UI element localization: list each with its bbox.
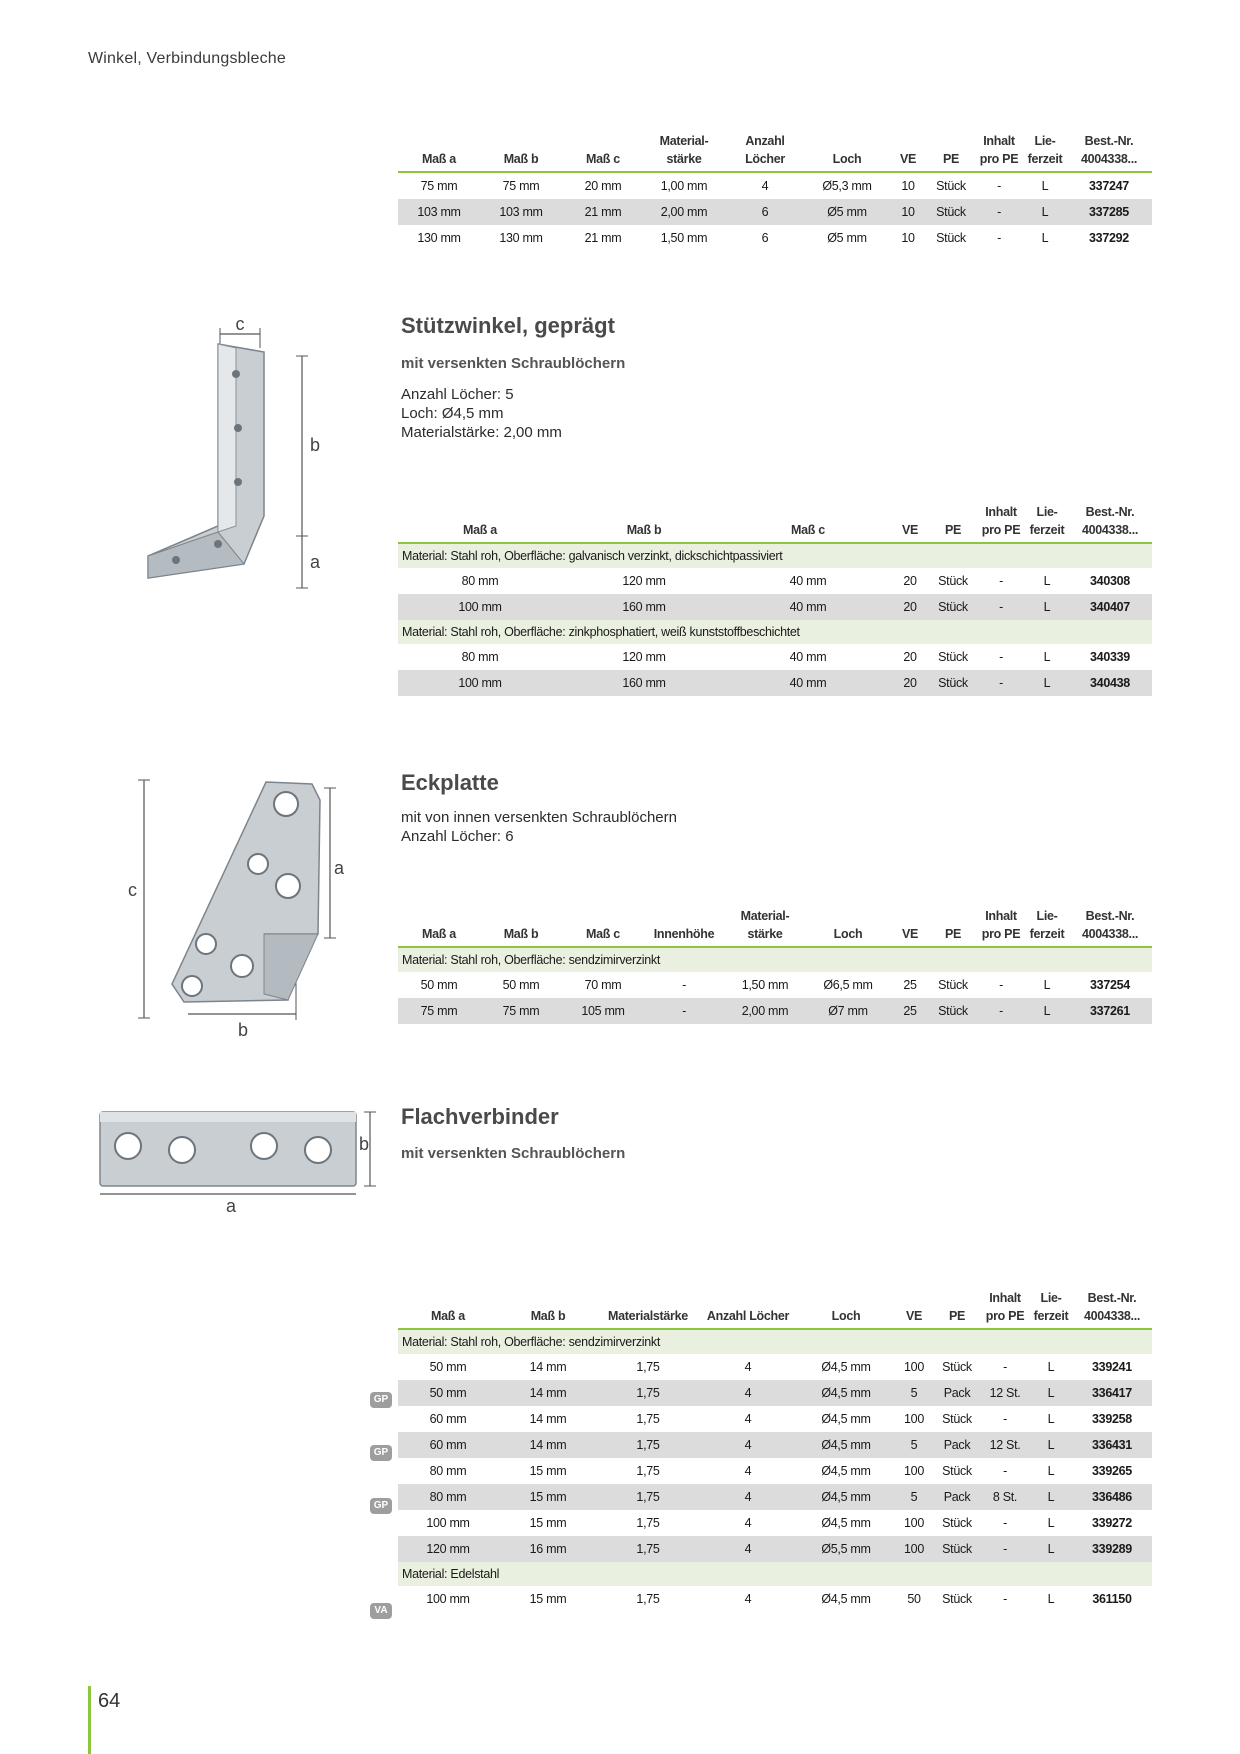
table-cell: 2,00 mm [644, 199, 724, 225]
table-cell: 12 St. [980, 1432, 1030, 1458]
table-row [398, 199, 1152, 225]
material-row [398, 620, 1152, 644]
article-number: 336417 [1072, 1380, 1152, 1406]
flachverbinder-title: Flachverbinder [401, 1104, 559, 1129]
table-cell: 80 mm [461, 574, 499, 588]
table-cell: 4 [698, 1484, 798, 1510]
table-cell: L [1030, 1536, 1072, 1562]
column-header: Best.-Nr. 4004338... [1068, 503, 1152, 543]
spec-line: mit von innen versenkten Schraublöchern [401, 809, 677, 826]
dim-label-a: a [226, 1196, 237, 1216]
material-label: Material: Stahl roh, Oberfläche: zinkphosphatiert, weiß kunststoffbeschichtet [398, 620, 1152, 644]
article-number: 337292 [1089, 231, 1129, 245]
table-cell: 4 [744, 1412, 752, 1426]
material-row [398, 1562, 1152, 1586]
table-cell: 75 mm [480, 998, 562, 1024]
table-cell: L [1047, 1592, 1055, 1606]
column-header: Maß c [726, 503, 890, 543]
table-cell: 20 [890, 594, 930, 620]
column-header: Best.-Nr. 4004338... [1072, 1289, 1152, 1329]
eckplatte-title: Eckplatte [401, 770, 499, 795]
table-cell: - [976, 670, 1026, 696]
table-cell: 14 mm [529, 1412, 567, 1426]
material-row [398, 543, 1152, 568]
table-cell: 100 [904, 1412, 924, 1426]
table-cell: - [682, 978, 686, 992]
table-cell: 100 [904, 1464, 924, 1478]
table-cell: 120 mm [622, 574, 666, 588]
spec-line: Loch: Ø4,5 mm [401, 405, 504, 422]
table-cell: - [980, 1536, 1030, 1562]
table-cell: 105 mm [562, 998, 644, 1024]
column-header: Inhalt pro PE [976, 907, 1026, 947]
table-cell: 40 mm [726, 594, 890, 620]
table-row [398, 1380, 1152, 1406]
table-cell: - [1003, 1516, 1007, 1530]
table-cell: 100 mm [426, 1516, 470, 1530]
dim-label-c: c [128, 880, 137, 900]
table-cell: - [999, 574, 1003, 588]
eckplatte-specs [401, 808, 677, 846]
table-cell: Pack [934, 1380, 980, 1406]
table-cell: 10 [888, 199, 928, 225]
table-cell: 50 mm [420, 978, 458, 992]
column-header: Inhalt pro PE [974, 132, 1024, 172]
table-cell: Stück [930, 594, 976, 620]
table-cell: Ø5 mm [806, 199, 888, 225]
column-header: Innenhöhe [644, 907, 724, 947]
table-cell: 5 [894, 1432, 934, 1458]
table-cell: L [1026, 998, 1068, 1024]
table-cell: 1,50 mm [660, 231, 708, 245]
table-cell: - [999, 650, 1003, 664]
table-row [398, 1458, 1152, 1484]
table-cell: - [1003, 1412, 1007, 1426]
material-row [398, 1329, 1152, 1354]
table-cell: 5 [894, 1484, 934, 1510]
column-header: Inhalt pro PE [980, 1289, 1030, 1329]
table-cell: 8 St. [980, 1484, 1030, 1510]
table-cell: 6 [724, 199, 806, 225]
table-cell: Stück [942, 1464, 972, 1478]
table-cell: L [1026, 594, 1068, 620]
table-row [398, 568, 1152, 594]
table-cell: Stück [930, 998, 976, 1024]
stuetzwinkel-illustration [88, 316, 378, 594]
table-cell: 4 [744, 1360, 752, 1374]
table-cell: 4 [698, 1536, 798, 1562]
table-cell: 75 mm [502, 179, 540, 193]
column-header: Anzahl Löcher [724, 132, 806, 172]
table-cell: 15 mm [498, 1484, 598, 1510]
table-cell: 130 mm [417, 231, 461, 245]
table-cell: Stück [938, 978, 968, 992]
table-row [398, 1510, 1152, 1536]
table-cell: Ø4,5 mm [798, 1484, 894, 1510]
table-cell: L [1043, 574, 1051, 588]
gp-badge: GP [370, 1392, 392, 1408]
table-cell: - [1003, 1592, 1007, 1606]
running-head: Winkel, Verbindungsbleche [88, 50, 287, 67]
column-header: PE [934, 1289, 980, 1329]
table-cell: - [976, 998, 1026, 1024]
table-cell: Stück [942, 1412, 972, 1426]
article-number: 337247 [1089, 179, 1129, 193]
table-cell: 5 [894, 1380, 934, 1406]
table-cell: 1,75 [598, 1380, 698, 1406]
table-row [398, 225, 1152, 251]
table-cell: 20 [903, 574, 917, 588]
column-header: Maß b [498, 1289, 598, 1329]
article-number: 340438 [1068, 670, 1152, 696]
table-row [398, 1484, 1152, 1510]
table-cell: 1,75 [636, 1516, 660, 1530]
table-cell: Ø5,5 mm [798, 1536, 894, 1562]
table-cell: - [1003, 1360, 1007, 1374]
table-cell: Ø7 mm [806, 998, 890, 1024]
table-winkel [398, 132, 1152, 251]
table-cell: L [1041, 231, 1049, 245]
table-cell: 4 [698, 1432, 798, 1458]
table-cell: 1,00 mm [660, 179, 708, 193]
table-cell: 80 mm [429, 1464, 467, 1478]
column-header: Lie- ferzeit [1026, 503, 1068, 543]
table-cell: 14 mm [498, 1432, 598, 1458]
table-cell: L [1043, 978, 1051, 992]
table-cell: Stück [938, 650, 968, 664]
table-row [398, 670, 1152, 696]
table-cell: - [974, 199, 1024, 225]
table-cell: - [644, 998, 724, 1024]
article-number: 340339 [1090, 650, 1130, 664]
table-cell: 100 [894, 1536, 934, 1562]
article-number: 339272 [1092, 1516, 1132, 1530]
column-header: VE [890, 907, 930, 947]
table-cell: 1,75 [636, 1464, 660, 1478]
table-cell: - [1003, 1464, 1007, 1478]
column-header: Maß b [480, 132, 562, 172]
table-cell: 100 mm [398, 594, 562, 620]
table-cell: L [1047, 1412, 1055, 1426]
table-cell: Ø4,5 mm [798, 1432, 894, 1458]
table-cell: 20 mm [584, 179, 622, 193]
column-header: Lie- ferzeit [1026, 907, 1068, 947]
material-label: Material: Edelstahl [398, 1562, 1152, 1586]
column-header: Maß c [562, 907, 644, 947]
article-number: 339289 [1072, 1536, 1152, 1562]
table-cell: 4 [698, 1380, 798, 1406]
column-header: Maß c [562, 132, 644, 172]
table-row [398, 1406, 1152, 1432]
column-header: Maß b [480, 907, 562, 947]
spec-line: Materialstärke: 2,00 mm [401, 424, 562, 441]
table-cell: 1,75 [598, 1432, 698, 1458]
table-cell: 70 mm [584, 978, 622, 992]
article-number: 340407 [1068, 594, 1152, 620]
table-cell: 20 [890, 670, 930, 696]
table-cell: Pack [934, 1484, 980, 1510]
table-cell: 50 mm [429, 1360, 467, 1374]
table-cell: 25 [903, 978, 917, 992]
table-cell: 120 mm [398, 1536, 498, 1562]
table-cell: 75 mm [398, 998, 480, 1024]
table-cell: Stück [942, 1516, 972, 1530]
table-cell: 130 mm [499, 231, 543, 245]
table-cell: Stück [942, 1360, 972, 1374]
table-cell: 160 mm [562, 594, 726, 620]
table-cell: Stück [938, 574, 968, 588]
flachverbinder-subtitle: mit versenkten Schraublöchern [401, 1145, 626, 1162]
table-row [398, 1354, 1152, 1380]
dim-label-b: b [359, 1134, 370, 1154]
va-badge: VA [370, 1603, 392, 1619]
table-cell: Ø4,5 mm [821, 1464, 871, 1478]
table-cell: 75 mm [420, 179, 458, 193]
table-cell: 6 [761, 231, 769, 245]
column-header: Loch [798, 1289, 894, 1329]
table-cell: Stück [942, 1592, 972, 1606]
table-cell: L [1047, 1516, 1055, 1530]
table-cell: 15 mm [529, 1592, 567, 1606]
table-cell: L [1043, 650, 1051, 664]
table-cell: L [1026, 670, 1068, 696]
material-label: Material: Stahl roh, Oberfläche: sendzimirverzinkt [398, 947, 1152, 972]
dim-label-b: b [238, 1020, 249, 1040]
table-cell: 103 mm [480, 199, 562, 225]
article-number: 339241 [1092, 1360, 1132, 1374]
table-cell: 15 mm [529, 1516, 567, 1530]
gp-badge: GP [370, 1445, 392, 1461]
table-cell: L [1030, 1484, 1072, 1510]
column-header: Maß b [562, 503, 726, 543]
table-cell: 1,75 [598, 1536, 698, 1562]
table-cell: 100 mm [426, 1592, 470, 1606]
table-row [398, 1432, 1152, 1458]
dim-label-b: b [310, 435, 321, 455]
table-eckplatte [398, 907, 1152, 1024]
table-cell: 80 mm [461, 650, 499, 664]
page-number: 64 [98, 1690, 121, 1712]
table-cell: L [1047, 1464, 1055, 1478]
table-cell: Ø5 mm [827, 231, 867, 245]
table-cell: 100 [904, 1516, 924, 1530]
article-number: 339258 [1092, 1412, 1132, 1426]
column-header: Loch [806, 132, 888, 172]
table-cell: L [1024, 199, 1066, 225]
table-cell: - [999, 978, 1003, 992]
table-cell: 1,75 [598, 1484, 698, 1510]
spec-line: Anzahl Löcher: 6 [401, 828, 514, 845]
dim-label-a: a [334, 858, 345, 878]
material-label: Material: Stahl roh, Oberfläche: sendzimirverzinkt [398, 1329, 1152, 1354]
article-number: 340308 [1090, 574, 1130, 588]
flachverbinder-illustration [88, 1104, 378, 1216]
column-header: PE [928, 132, 974, 172]
table-cell: L [1030, 1380, 1072, 1406]
table-cell: 2,00 mm [724, 998, 806, 1024]
table-row [398, 172, 1152, 199]
table-cell: 1,75 [636, 1360, 660, 1374]
table-row [398, 1536, 1152, 1562]
table-cell: - [976, 594, 1026, 620]
table-cell: Stück [934, 1536, 980, 1562]
eckplatte-illustration [88, 774, 378, 1046]
column-header: VE [890, 503, 930, 543]
spec-line: Anzahl Löcher: 5 [401, 386, 514, 403]
table-cell: Ø6,5 mm [823, 978, 873, 992]
table-cell: 80 mm [398, 1484, 498, 1510]
column-header: Best.-Nr. 4004338... [1066, 132, 1152, 172]
column-header: Inhalt pro PE [976, 503, 1026, 543]
table-cell: 4 [761, 179, 769, 193]
table-cell: Stück [928, 199, 974, 225]
stuetzwinkel-specs [401, 385, 562, 442]
gp-badge: GP [370, 1498, 392, 1514]
table-cell: 1,75 [636, 1592, 660, 1606]
table-cell: 21 mm [584, 231, 622, 245]
table-row [398, 972, 1152, 998]
table-cell: 60 mm [429, 1412, 467, 1426]
table-cell: 103 mm [398, 199, 480, 225]
table-cell: 14 mm [529, 1360, 567, 1374]
material-row [398, 947, 1152, 972]
column-header: PE [930, 907, 976, 947]
table-cell: Ø5,3 mm [822, 179, 872, 193]
column-header: Best.-Nr. 4004338... [1068, 907, 1152, 947]
table-cell: Ø4,5 mm [821, 1592, 871, 1606]
column-header: Material- stärke [644, 132, 724, 172]
table-row [398, 1586, 1152, 1612]
table-cell: 100 [904, 1360, 924, 1374]
column-header: Materialstärke [598, 1289, 698, 1329]
dim-label-a: a [310, 552, 321, 572]
column-header: VE [888, 132, 928, 172]
table-cell: 1,50 mm [741, 978, 789, 992]
table-stuetzwinkel [398, 503, 1152, 696]
table-row [398, 594, 1152, 620]
table-cell: Ø4,5 mm [821, 1516, 871, 1530]
table-cell: 14 mm [498, 1380, 598, 1406]
column-header: PE [930, 503, 976, 543]
column-header: VE [894, 1289, 934, 1329]
column-header: Maß a [398, 907, 480, 947]
table-cell: Pack [934, 1432, 980, 1458]
column-header: Maß a [398, 132, 480, 172]
table-cell: Stück [936, 231, 966, 245]
table-cell: 4 [744, 1464, 752, 1478]
stuetzwinkel-subtitle: mit versenkten Schraublöchern [401, 355, 626, 372]
table-cell: 50 [907, 1592, 921, 1606]
dim-label-c: c [235, 316, 245, 334]
table-cell: 50 mm [398, 1380, 498, 1406]
table-cell: 20 [903, 650, 917, 664]
table-cell: 40 mm [789, 650, 827, 664]
article-number: 361150 [1092, 1592, 1132, 1606]
stuetzwinkel-title: Stützwinkel, geprägt [401, 313, 615, 338]
table-cell: 1,75 [636, 1412, 660, 1426]
column-header: Lie- ferzeit [1030, 1289, 1072, 1329]
table-cell: Ø4,5 mm [821, 1412, 871, 1426]
material-label: Material: Stahl roh, Oberfläche: galvanisch verzinkt, dickschichtpassiviert [398, 543, 1152, 568]
table-cell: 4 [744, 1516, 752, 1530]
column-header: Maß a [398, 1289, 498, 1329]
column-header: Loch [806, 907, 890, 947]
table-cell: 10 [901, 179, 915, 193]
table-cell: 120 mm [622, 650, 666, 664]
table-cell: Ø4,5 mm [821, 1360, 871, 1374]
article-number: 337261 [1068, 998, 1152, 1024]
article-number: 337254 [1090, 978, 1130, 992]
table-cell: 60 mm [398, 1432, 498, 1458]
column-header: Lie- ferzeit [1024, 132, 1066, 172]
table-cell: Stück [936, 179, 966, 193]
page-rule [88, 1686, 91, 1754]
table-cell: L [1041, 179, 1049, 193]
table-cell: - [997, 179, 1001, 193]
table-cell: 40 mm [726, 670, 890, 696]
article-number: 336431 [1072, 1432, 1152, 1458]
article-number: 336486 [1072, 1484, 1152, 1510]
article-number: 337285 [1066, 199, 1152, 225]
column-header: Material- stärke [724, 907, 806, 947]
table-cell: 40 mm [789, 574, 827, 588]
table-cell: 12 St. [980, 1380, 1030, 1406]
article-number: 339265 [1092, 1464, 1132, 1478]
column-header: Maß a [398, 503, 562, 543]
column-header: Anzahl Löcher [698, 1289, 798, 1329]
table-row [398, 644, 1152, 670]
table-cell: 160 mm [562, 670, 726, 696]
table-cell: 16 mm [498, 1536, 598, 1562]
table-cell: - [997, 231, 1001, 245]
table-row [398, 998, 1152, 1024]
table-cell: 100 mm [398, 670, 562, 696]
table-cell: 4 [744, 1592, 752, 1606]
table-cell: 50 mm [502, 978, 540, 992]
table-cell: 21 mm [562, 199, 644, 225]
table-cell: L [1047, 1360, 1055, 1374]
table-cell: Stück [930, 670, 976, 696]
table-flachverbinder [398, 1289, 1152, 1612]
table-cell: Ø4,5 mm [798, 1380, 894, 1406]
table-cell: L [1030, 1432, 1072, 1458]
table-cell: 10 [901, 231, 915, 245]
table-cell: 15 mm [529, 1464, 567, 1478]
table-cell: 25 [890, 998, 930, 1024]
